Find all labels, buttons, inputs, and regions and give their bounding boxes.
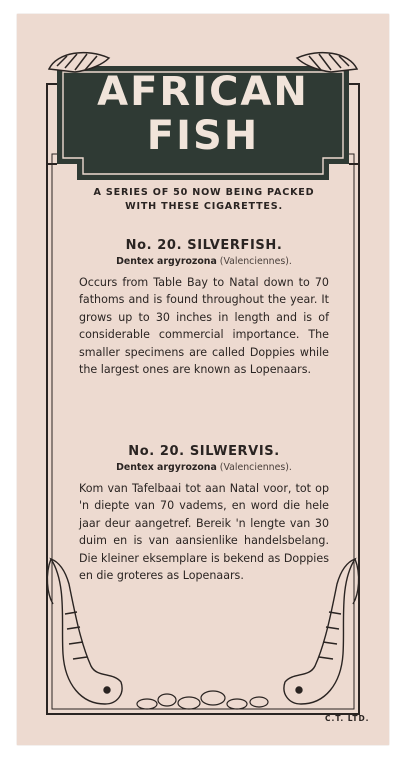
afrikaans-author: (Valenciennes). [219,462,292,473]
english-scientific-name: Dentex argyrozona [116,256,217,267]
english-body: Occurs from Table Bay to Natal down to 70 fathoms and is found throughout the year. It grows up to 30 inches in length and is of considerable commercial importance. The smaller specimens are called Doppies while the largest ones are known as Lopenaars. [79,276,329,377]
series-note [79,186,329,214]
pebbles-decoration [137,691,268,709]
afrikaans-body: Kom van Tafelbaai tot aan Natal voor, tot op 'n diepte van 70 vadems, en word die hele jaar deur aangetref. Bereik 'n lengte van 30 duim en is van aansienlike handelsbelang. Die kleiner eksemplare is bekend as Doppies en die groteres as Lopenaars. [79,482,329,583]
afrikaans-section [79,444,329,584]
english-author: (Valenciennes). [219,256,292,267]
series-line2: WITH THESE CIGARETTES. [125,201,283,212]
afrikaans-scientific [79,462,329,473]
afrikaans-heading: No. 20. SILWERVIS. [128,444,280,459]
maker-mark: C.T. LTD. [325,714,370,723]
afrikaans-scientific-name: Dentex argyrozona [116,462,217,473]
english-section [79,238,329,378]
series-line1: A SERIES OF 50 NOW BEING PACKED [93,187,315,198]
cigarette-card [17,14,389,745]
english-heading: No. 20. SILVERFISH. [125,238,283,253]
card-title-line1: AFRICAN [97,69,309,115]
english-scientific [79,256,329,267]
card-title-line2: FISH [146,113,260,159]
